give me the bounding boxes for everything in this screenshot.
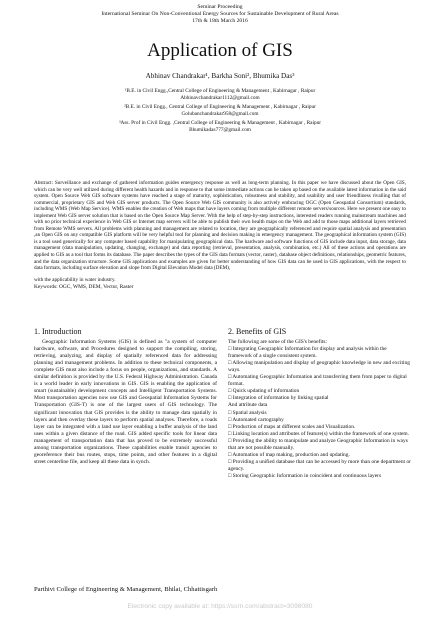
header-date: 17th & 18th March 2016: [192, 18, 248, 24]
ssrn-watermark-link[interactable]: Electronic copy available at: https://ssrn.com/abstract=3098080: [127, 603, 313, 610]
benefit-item: □ Linking location and attributes of feature(s) within the framework of one system.: [228, 430, 410, 437]
abstract-tail: with the applicability in water industry.: [34, 277, 116, 283]
benefit-item: □ Providing the ability to manipulate and analyze Geographic Information in ways that are not possible manually.: [228, 437, 408, 451]
affiliation-3-email: Bhumikadas777@gmail.com: [189, 127, 251, 133]
benefit-item: □ Automation of map making, production and updating.: [228, 451, 350, 458]
affiliation-3: ³Ass. Prof in Civil Engg. ,Central College of Engineering & Management , Kabirnagar , Raipur: [118, 120, 322, 126]
affiliation-2: ²B.E. in Civil Engg., Central College of Engineering & Management , Kabirnagar , Raipur: [124, 104, 316, 110]
benefit-item: □ Automated cartography: [228, 416, 284, 423]
section-introduction: [34, 328, 217, 466]
benefit-item: □ Quick updating of information: [228, 388, 300, 395]
header-proceeding: Seminar Proceeding: [197, 4, 243, 10]
author-list: Abhinav Chandrakar¹, Barkha Soni², Bhumika Das³: [145, 72, 295, 80]
affiliation-2-email: Golubanchandrakar958@gmail.com: [181, 111, 259, 117]
benefit-item: □ Providing a unified database that can be accessed by more than one department or agency.: [228, 458, 411, 472]
benefit-item: □ Spatial analysis: [228, 409, 267, 416]
affiliation-1: ¹B.E. in Civil Engg.,Central College of Engineering & Management , Kabirnagar , Raipur: [124, 88, 316, 94]
abstract: Abstract: Surveillance and exchange of gathered information guides emergency response as well as long-term planning. In this paper we have discussed about the Open GIS, which can be very well utilized during different health hazards and in response to that some immediate actions can be taken up based on the available latest information in the said system. Open Source Web GIS software systems have reached a stage of maturity, sophistication, robustness and stability, and usability and user friendliness rivalling that of commercial, proprietary GIS and Web GIS server products. The Open Source Web GIS community is also actively embracing OGC (Open Geospatial Consortium) standards, including WMS (Web Map Service). WMS enables the creation of Web maps that have layers coming from multiple different remote servers/sources. Here we present one easy to implement Web GIS server solution that is based on the Open Source Map Server. With the help of step-by-step instructions, interested readers running mainstream machines and with no prior technical experience in Web GIS or Internet map servers will be able to publish their own health maps on the Web and add to those maps additional layers retrieved from Remote WMS servers. All problems with planning and management are related to location, they are geographically referenced and require spatial analysis and presentation ,an Open GIS on any compatible GIS platform will be very helpful tool for planning and decision making in emergency management. The geographical information system (GIS) is a tool used generically for any computer based capability for manipulating geographical data. The hardware and software functions of GIS include data input, data storage, data management (data manipulation, updating, changing, exchange) and data reporting (retrieval, presentation, analysis, combination, etc.) All of these actions and operations are applied to GIS as a tool that forms its database. The paper describes the types of the GIS data formats (vector, raster), database object definitions, relationships, geometric features, and the data organization structure. Some GIS applications and examples are given for better understanding of how GIS data can be used in GIS applications, with the respect to data formats, including surface elevation and slope from Digital Elevation Model data (DEM),: [34, 180, 406, 272]
benefit-item: □ Allowing manipulation and display of geographic knowledge in new and exciting ways.: [228, 360, 410, 374]
header-seminar: International Seminar On Non-Conventional Energy Sources for Sustainable Development of Rural Areas: [101, 11, 339, 17]
benefit-item: □ Storing Geographic Information in coincident and continuous layers: [228, 472, 382, 479]
benefit-item: □ Automating Geographic Information and transferring them from paper to digital format.: [228, 374, 407, 388]
section-title-introduction: 1. Introduction: [34, 327, 82, 336]
benefit-item: The following are some of the GIS's benefits:: [228, 339, 327, 346]
section-benefits: [228, 328, 411, 480]
footer-institution: Parthivi College of Engineering & Management, Bhilai, Chhattisgarh: [34, 586, 218, 593]
keywords: Keywords: OGC, WMS, DEM, Vector, Raster: [34, 284, 134, 290]
section-title-benefits: 2. Benefits of GIS: [228, 327, 287, 336]
benefit-item: □ Integration of information by linking spatial: [228, 395, 329, 402]
affiliation-1-email: Abhinavchandrakar1112@gmail.com: [180, 95, 260, 101]
benefit-item: And attribute data: [228, 402, 268, 409]
benefit-item: □ Integrating Geographic Information for display and analysis within the framework of a single consistent system.: [228, 346, 387, 360]
paper-title: Application of GIS: [147, 40, 293, 61]
introduction-body: Geographic Information Systems (GIS) is defined as "a system of computer hardware, software, and Procedures designed to support the compiling, storing, retrieving, analyzing, and display of spatially referenced data for addressing planning and management problems. In addition to these technical components, a complete GIS must also include a focus on people, organizations, and standards. A similar definition is provided by the U.S. Federal Highway Administration. Canada is a world leader in early innovations in GIS. GIS is enabling the application of smart (sustainable) development concepts and Intelligent Transportation Systems. Most transportation agencies now use GIS and Geospatial Information Systems for Transportation (GIS-T) is one of the largest users of GIS technology. The significant innovation that GIS provides is the ability to manage data spatially in layers and then overlay these layers to perform spatial analyses. Therefore, a roads layer can be integrated with a land use layer enabling a buffer analysis of the land uses within a given distance of the road. GIS added specific tools for linear data management of transportation data that has proved to be extremely successful among transportation organizations. These capabilities enable transit agencies to georeference their bus routes, stops, time points, and other features in a digital street centerline file, and keep all these data in synch.: [34, 339, 217, 465]
benefit-item: □ Production of maps at different scales and Visualization.: [228, 423, 356, 430]
